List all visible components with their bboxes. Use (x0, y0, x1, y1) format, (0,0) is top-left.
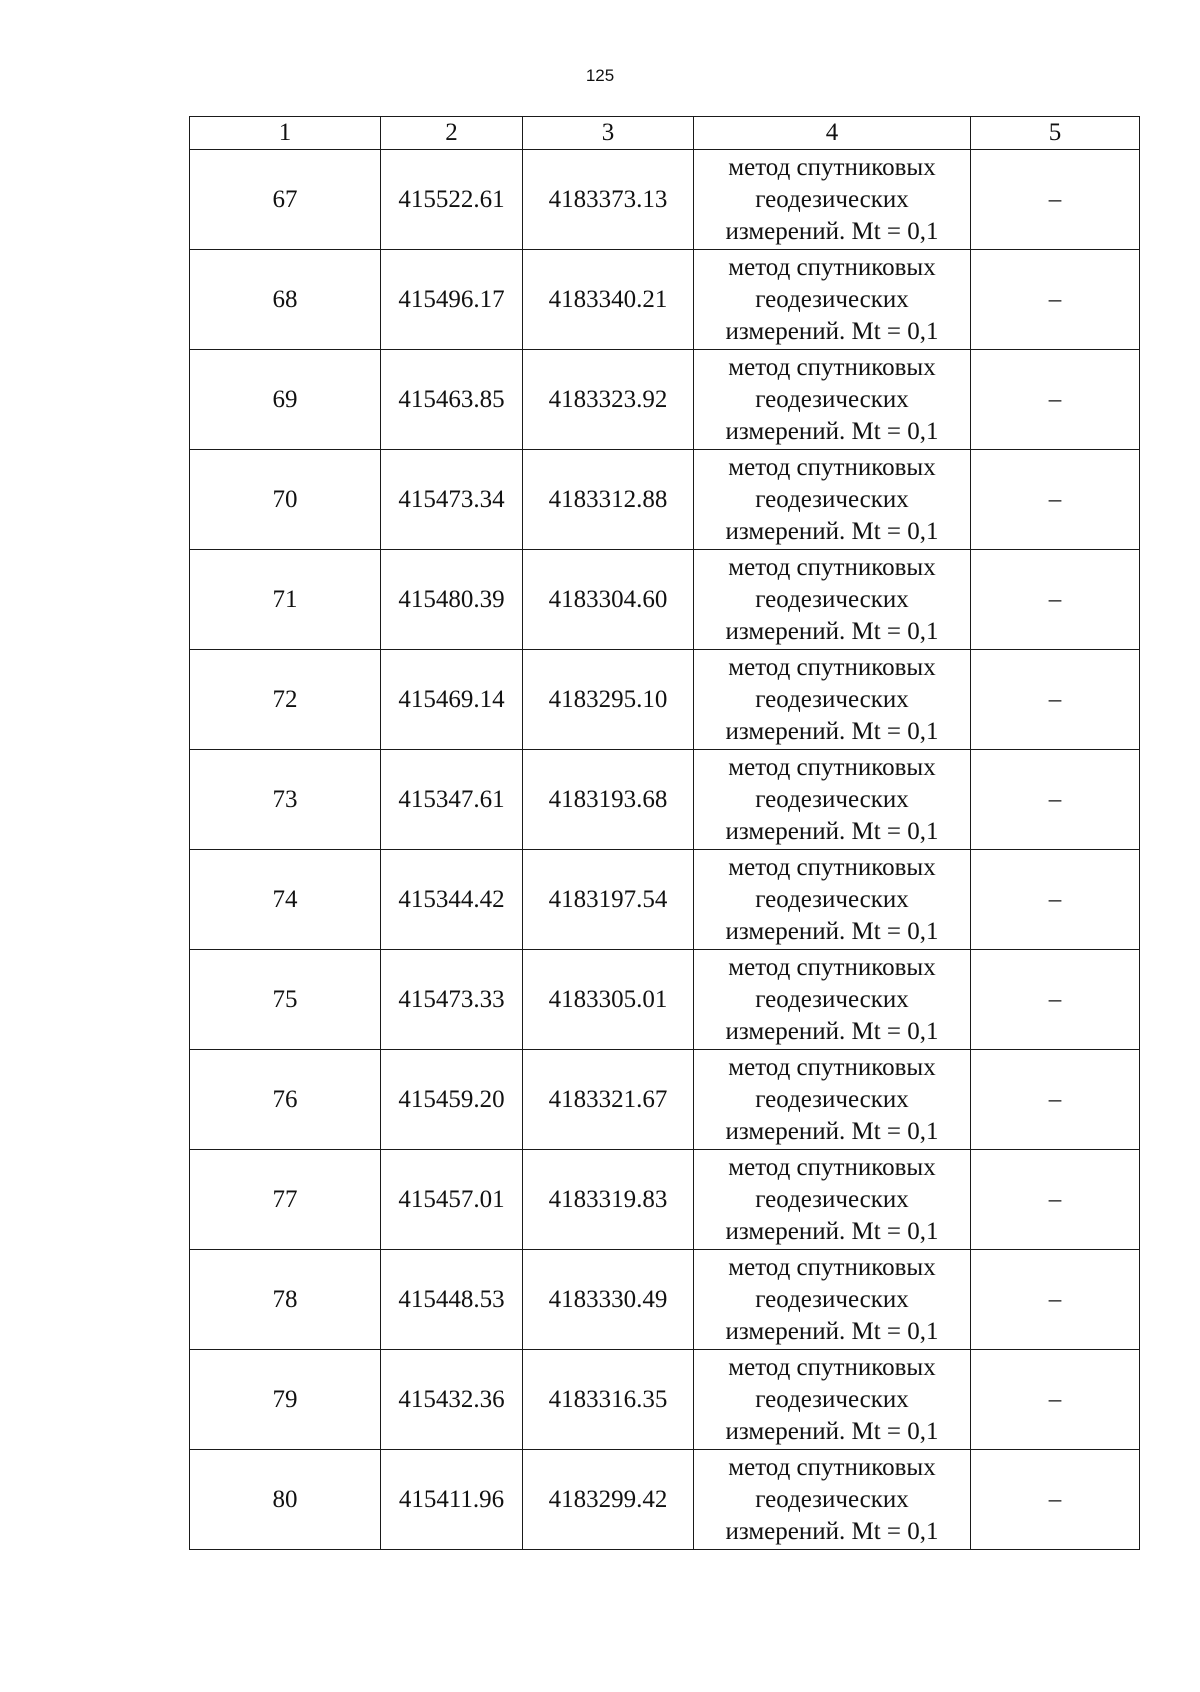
point-number-cell: 79 (190, 1350, 381, 1450)
y-coordinate-cell: 4183295.10 (523, 650, 694, 750)
method-cell (694, 550, 971, 650)
coordinates-table (189, 116, 1140, 1550)
y-coordinate-cell: 4183197.54 (523, 850, 694, 950)
method-cell (694, 1350, 971, 1450)
table-row (190, 1050, 1140, 1150)
note-cell: – (971, 550, 1140, 650)
method-line: метод спутниковых (728, 653, 936, 681)
method-line: геодезических (755, 1385, 909, 1413)
method-line: геодезических (755, 885, 909, 913)
method-line: метод спутниковых (728, 1453, 936, 1481)
method-line: измерений. Mt = 0,1 (725, 1217, 939, 1245)
table-body (190, 150, 1140, 1550)
method-cell (694, 450, 971, 550)
method-line: метод спутниковых (728, 853, 936, 881)
table-row (190, 1250, 1140, 1350)
method-cell (694, 1150, 971, 1250)
method-line: геодезических (755, 285, 909, 313)
point-number-cell: 70 (190, 450, 381, 550)
point-number-cell: 72 (190, 650, 381, 750)
table-row (190, 550, 1140, 650)
method-cell (694, 1250, 971, 1350)
method-line: измерений. Mt = 0,1 (725, 317, 939, 345)
method-line: геодезических (755, 1185, 909, 1213)
column-header-4: 4 (694, 117, 971, 150)
method-line: геодезических (755, 585, 909, 613)
method-line: метод спутниковых (728, 553, 936, 581)
note-cell: – (971, 1250, 1140, 1350)
method-line: геодезических (755, 485, 909, 513)
method-line: измерений. Mt = 0,1 (725, 1517, 939, 1545)
method-cell (694, 1450, 971, 1550)
point-number-cell: 68 (190, 250, 381, 350)
x-coordinate-cell: 415411.96 (381, 1450, 523, 1550)
note-cell: – (971, 750, 1140, 850)
y-coordinate-cell: 4183299.42 (523, 1450, 694, 1550)
note-cell: – (971, 850, 1140, 950)
table-row (190, 850, 1140, 950)
note-cell: – (971, 250, 1140, 350)
method-line: измерений. Mt = 0,1 (725, 617, 939, 645)
note-cell: – (971, 950, 1140, 1050)
method-line: метод спутниковых (728, 153, 936, 181)
x-coordinate-cell: 415459.20 (381, 1050, 523, 1150)
x-coordinate-cell: 415473.34 (381, 450, 523, 550)
column-header-5: 5 (971, 117, 1140, 150)
note-cell: – (971, 650, 1140, 750)
y-coordinate-cell: 4183193.68 (523, 750, 694, 850)
method-line: метод спутниковых (728, 753, 936, 781)
method-line: метод спутниковых (728, 1253, 936, 1281)
y-coordinate-cell: 4183340.21 (523, 250, 694, 350)
x-coordinate-cell: 415522.61 (381, 150, 523, 250)
x-coordinate-cell: 415480.39 (381, 550, 523, 650)
method-line: метод спутниковых (728, 453, 936, 481)
table-header (190, 117, 1140, 150)
method-cell (694, 350, 971, 450)
method-line: геодезических (755, 1285, 909, 1313)
column-header-3: 3 (523, 117, 694, 150)
method-line: измерений. Mt = 0,1 (725, 1117, 939, 1145)
method-line: геодезических (755, 785, 909, 813)
method-line: измерений. Mt = 0,1 (725, 1417, 939, 1445)
method-cell (694, 250, 971, 350)
note-cell: – (971, 1450, 1140, 1550)
note-cell: – (971, 1350, 1140, 1450)
point-number-cell: 80 (190, 1450, 381, 1550)
table-row (190, 250, 1140, 350)
table-row (190, 750, 1140, 850)
table-row (190, 350, 1140, 450)
note-cell: – (971, 450, 1140, 550)
method-line: измерений. Mt = 0,1 (725, 417, 939, 445)
note-cell: – (971, 150, 1140, 250)
table-row (190, 650, 1140, 750)
method-line: измерений. Mt = 0,1 (725, 217, 939, 245)
y-coordinate-cell: 4183373.13 (523, 150, 694, 250)
y-coordinate-cell: 4183316.35 (523, 1350, 694, 1450)
method-line: метод спутниковых (728, 1353, 936, 1381)
method-line: геодезических (755, 685, 909, 713)
method-line: метод спутниковых (728, 253, 936, 281)
method-line: измерений. Mt = 0,1 (725, 1017, 939, 1045)
method-line: геодезических (755, 185, 909, 213)
y-coordinate-cell: 4183323.92 (523, 350, 694, 450)
point-number-cell: 67 (190, 150, 381, 250)
note-cell: – (971, 1150, 1140, 1250)
page-number: 125 (585, 66, 615, 85)
y-coordinate-cell: 4183312.88 (523, 450, 694, 550)
point-number-cell: 77 (190, 1150, 381, 1250)
x-coordinate-cell: 415344.42 (381, 850, 523, 950)
point-number-cell: 74 (190, 850, 381, 950)
x-coordinate-cell: 415457.01 (381, 1150, 523, 1250)
method-cell (694, 650, 971, 750)
method-cell (694, 950, 971, 1050)
method-line: измерений. Mt = 0,1 (725, 817, 939, 845)
table-row (190, 1350, 1140, 1450)
x-coordinate-cell: 415347.61 (381, 750, 523, 850)
table-row (190, 950, 1140, 1050)
method-line: геодезических (755, 1485, 909, 1513)
method-cell (694, 150, 971, 250)
x-coordinate-cell: 415469.14 (381, 650, 523, 750)
y-coordinate-cell: 4183319.83 (523, 1150, 694, 1250)
column-header-2: 2 (381, 117, 523, 150)
table-row (190, 1150, 1140, 1250)
method-cell (694, 750, 971, 850)
method-line: измерений. Mt = 0,1 (725, 917, 939, 945)
method-line: измерений. Mt = 0,1 (725, 717, 939, 745)
method-line: геодезических (755, 985, 909, 1013)
y-coordinate-cell: 4183305.01 (523, 950, 694, 1050)
table-row (190, 150, 1140, 250)
table-row (190, 450, 1140, 550)
note-cell: – (971, 1050, 1140, 1150)
column-header-1: 1 (190, 117, 381, 150)
method-cell (694, 850, 971, 950)
y-coordinate-cell: 4183330.49 (523, 1250, 694, 1350)
method-line: измерений. Mt = 0,1 (725, 517, 939, 545)
point-number-cell: 76 (190, 1050, 381, 1150)
method-line: геодезических (755, 1085, 909, 1113)
x-coordinate-cell: 415496.17 (381, 250, 523, 350)
method-line: измерений. Mt = 0,1 (725, 1317, 939, 1345)
method-cell (694, 1050, 971, 1150)
x-coordinate-cell: 415473.33 (381, 950, 523, 1050)
x-coordinate-cell: 415432.36 (381, 1350, 523, 1450)
y-coordinate-cell: 4183321.67 (523, 1050, 694, 1150)
method-line: метод спутниковых (728, 1053, 936, 1081)
point-number-cell: 69 (190, 350, 381, 450)
point-number-cell: 75 (190, 950, 381, 1050)
point-number-cell: 71 (190, 550, 381, 650)
method-line: геодезических (755, 385, 909, 413)
note-cell: – (971, 350, 1140, 450)
method-line: метод спутниковых (728, 953, 936, 981)
method-line: метод спутниковых (728, 353, 936, 381)
y-coordinate-cell: 4183304.60 (523, 550, 694, 650)
point-number-cell: 73 (190, 750, 381, 850)
x-coordinate-cell: 415463.85 (381, 350, 523, 450)
method-line: метод спутниковых (728, 1153, 936, 1181)
x-coordinate-cell: 415448.53 (381, 1250, 523, 1350)
point-number-cell: 78 (190, 1250, 381, 1350)
table-row (190, 1450, 1140, 1550)
header-row (190, 117, 1140, 150)
